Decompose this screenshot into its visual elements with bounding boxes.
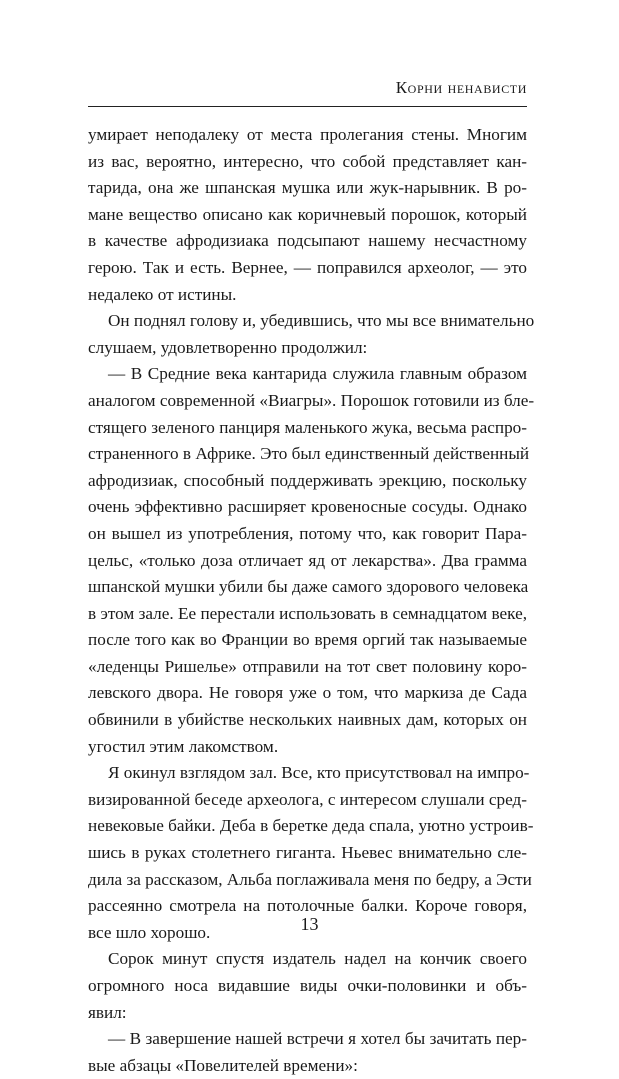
text-line: угостил этим лакомством. bbox=[88, 736, 279, 756]
text-line: стящего зеленого панциря маленького жука, весьма распро- bbox=[88, 417, 527, 437]
text-line: дила за рассказом, Альба поглаживала меня по бедру, а Эсти bbox=[88, 869, 532, 889]
text-line: левского двора. Не говоря уже о том, что маркиза де Сада bbox=[88, 683, 527, 703]
text-line: умирает неподалеку от места пролегания стены. Многим bbox=[88, 125, 527, 144]
text-line: он вышел из употребления, потому что, как говорит Пара- bbox=[88, 523, 527, 543]
text-line: шпанской мушки убили бы даже самого здорового человека bbox=[88, 577, 529, 597]
text-line: аналогом современной «Виагры». Порошок готовили из бле- bbox=[88, 390, 535, 410]
running-head: Корни ненависти bbox=[88, 78, 527, 107]
text-line: страненного в Африке. Это был единственный действенный bbox=[88, 444, 530, 464]
text-line: все шло хорошо. bbox=[88, 922, 211, 942]
text-line: — В завершение нашей встречи я хотел бы зачитать пер- bbox=[108, 1029, 527, 1049]
text-line: афродизиак, способный поддерживать эрекцию, поскольку bbox=[88, 470, 527, 490]
text-line: в качестве афродизиака подсыпают нашему несчастному bbox=[88, 231, 527, 251]
text-line: в этом зале. Ее перестали использовать в семнадцатом веке, bbox=[88, 603, 527, 623]
text-line: мане вещество описано как коричневый порошок, который bbox=[88, 204, 527, 224]
text-line: визированной беседе археолога, с интересом слушали сред- bbox=[88, 789, 527, 809]
text-line: Я окинул взглядом зал. Все, кто присутствовал на импро- bbox=[108, 763, 530, 783]
text-line: явил: bbox=[88, 1002, 127, 1022]
text-line: шись в руках столетнего гиганта. Ньевес внимательно сле- bbox=[88, 843, 527, 863]
text-line: огромного носа видавшие виды очки-половинки и объ- bbox=[88, 976, 527, 995]
body-text bbox=[88, 122, 535, 1079]
text-line: «леденцы Ришелье» отправили на тот свет половину коро- bbox=[88, 656, 527, 676]
text-line: Он поднял голову и, убедившись, что мы все внимательно bbox=[108, 311, 535, 331]
text-line: — В Средние века кантарида служила главным образом bbox=[108, 364, 527, 384]
text-line: тарида, она же шпанская мушка или жук-нарывник. В ро- bbox=[88, 178, 527, 198]
text-line: обвинили в убийстве нескольких наивных дам, которых он bbox=[88, 710, 527, 730]
text-line: слушаем, удовлетворенно продолжил: bbox=[88, 337, 368, 357]
text-line: герою. Так и есть. Вернее, — поправился археолог, — это bbox=[88, 257, 527, 277]
page-number: 13 bbox=[300, 914, 319, 934]
text-line: невековые байки. Деба в беретке деда спала, уютно устроив- bbox=[88, 816, 534, 836]
text-line: вые абзацы «Повелителей времени»: bbox=[88, 1055, 358, 1075]
text-line: недалеко от истины. bbox=[88, 284, 237, 304]
text-line: очень эффективно расширяет кровеносные сосуды. Однако bbox=[88, 497, 527, 517]
text-line: Сорок минут спустя издатель надел на кончик своего bbox=[108, 949, 527, 969]
text-line: после того как во Франции во время оргий так называемые bbox=[88, 630, 527, 650]
text-line: рассеянно смотрела на потолочные балки. Короче говоря, bbox=[88, 896, 527, 916]
text-line: цельс, «только доза отличает яд от лекарства». Два грамма bbox=[88, 550, 527, 570]
text-line: из вас, вероятно, интересно, что собой представляет кан- bbox=[88, 151, 527, 171]
